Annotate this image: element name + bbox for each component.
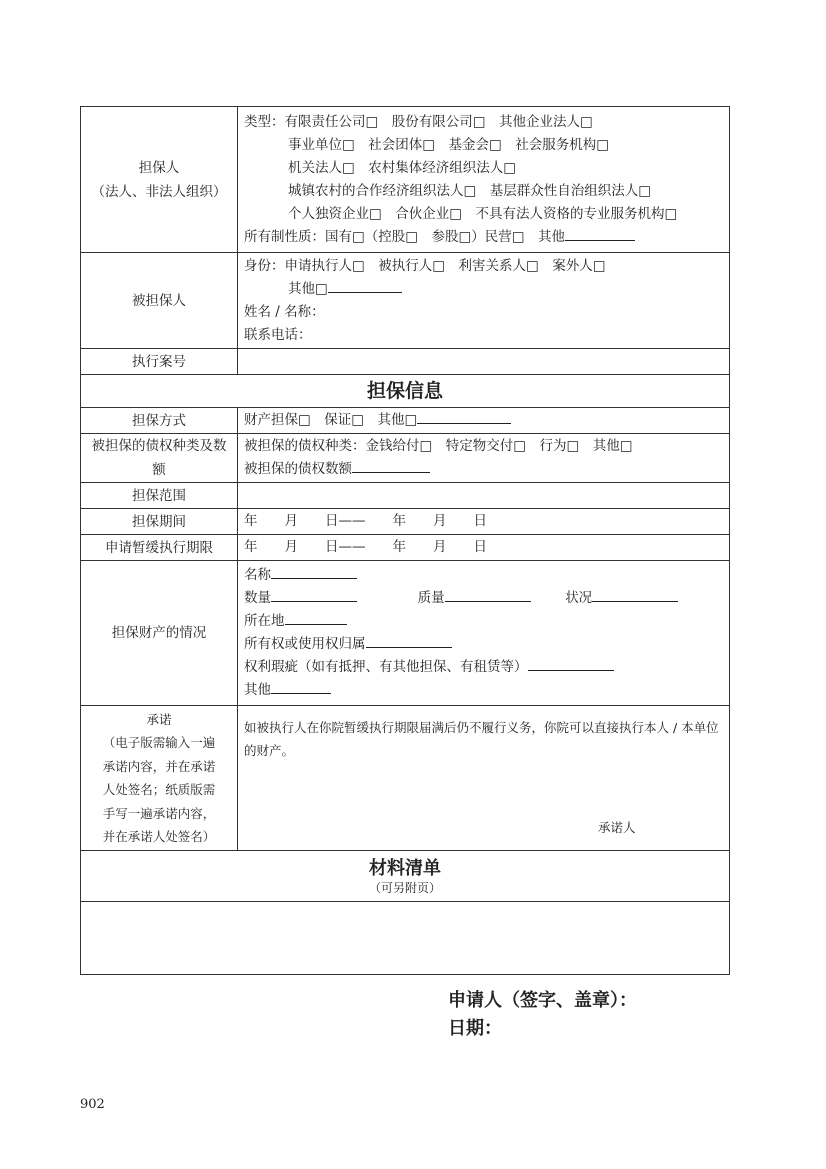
promise-note-4: 手写一遍承诺内容， [102, 805, 216, 821]
property-location-label: 所在地 [244, 613, 285, 629]
materials-body-row [81, 902, 730, 975]
period-dates[interactable]: 年 月 日—— 年 月 日 [238, 509, 730, 535]
scope-field[interactable] [238, 483, 730, 509]
property-defect-blank[interactable] [528, 656, 614, 671]
method-other-blank[interactable] [417, 409, 511, 424]
scope-label: 担保范围 [81, 483, 238, 509]
type-options-5[interactable]: 个人独资企业□ 合伙企业□ 不具有法人资格的专业服务机构□ [288, 205, 678, 222]
promise-label-cell [81, 706, 238, 851]
materials-list-field[interactable] [81, 902, 730, 975]
guaranteed-label: 被担保人 [81, 253, 238, 349]
property-quality-blank[interactable] [445, 587, 531, 602]
property-quantity-label: 数量 [244, 590, 271, 606]
type-options-2[interactable]: 事业单位□ 社会团体□ 基金会□ 社会服务机构□ [288, 136, 610, 153]
property-quality-label: 质量 [417, 590, 445, 606]
suspension-row [81, 535, 730, 561]
case-no-row [81, 349, 730, 375]
promise-row [81, 706, 730, 851]
phone-field[interactable]: 联系电话： [244, 326, 312, 343]
type-prefix: 类型： [244, 113, 285, 130]
property-name-label: 名称 [244, 567, 271, 583]
case-no-label: 执行案号 [81, 349, 238, 375]
guaranteed-row [81, 253, 730, 349]
ownership-options[interactable]: 所有制性质：国有□（控股□ 参股□）民营□ 其他 [244, 228, 566, 245]
page-number: 902 [80, 1097, 105, 1112]
guarantor-type-cell [238, 107, 730, 253]
property-other-label: 其他 [244, 682, 271, 698]
property-label: 担保财产的情况 [81, 561, 238, 706]
property-row [81, 561, 730, 706]
signature-block [448, 987, 637, 1043]
property-ownership-label: 所有权或使用权归属 [244, 636, 366, 652]
period-row [81, 509, 730, 535]
suspension-dates[interactable]: 年 月 日—— 年 月 日 [238, 535, 730, 561]
identity-other-blank[interactable] [328, 278, 402, 293]
guarantee-info-heading-row [81, 375, 730, 408]
materials-heading-row [81, 851, 730, 902]
promise-text[interactable]: 如被执行人在你院暂缓执行期限届满后仍不履行义务，你院可以直接执行本人 / 本单位的财产。 [244, 720, 719, 758]
name-field[interactable]: 姓名 / 名称： [244, 303, 325, 320]
case-no-field[interactable] [238, 349, 730, 375]
scope-row [81, 483, 730, 509]
promise-content-cell [238, 706, 730, 851]
promise-note-1: （电子版需输入一遍 [102, 735, 216, 750]
property-ownership-blank[interactable] [366, 633, 452, 648]
property-other-blank[interactable] [271, 679, 331, 694]
claim-amount-label: 被担保的债权数额 [244, 461, 352, 477]
identity-other[interactable]: 其他□ [288, 280, 328, 297]
property-quantity-blank[interactable] [271, 587, 357, 602]
promise-note-2: 承诺内容，并在承诺 [102, 758, 216, 774]
identity-options[interactable]: 身份：申请执行人□ 被执行人□ 利害关系人□ 案外人□ [244, 257, 606, 274]
property-condition-label: 状况 [565, 590, 593, 606]
method-label: 担保方式 [81, 408, 238, 434]
method-options[interactable]: 财产担保□ 保证□ 其他□ [244, 412, 418, 428]
guarantee-info-heading: 担保信息 [81, 375, 730, 408]
guarantor-row [81, 107, 730, 253]
suspension-label: 申请暂缓执行期限 [81, 535, 238, 561]
claim-type-options[interactable]: 被担保的债权种类：金钱给付□ 特定物交付□ 行为□ 其他□ [244, 438, 633, 454]
guarantee-form-table [80, 106, 730, 975]
guarantor-label-cell [81, 107, 238, 253]
applicant-signature-label: 申请人（签字、盖章）： [448, 990, 637, 1011]
property-cell [238, 561, 730, 706]
property-condition-blank[interactable] [592, 587, 678, 602]
ownership-other-blank[interactable] [565, 226, 635, 241]
type-options-4[interactable]: 城镇农村的合作经济组织法人□ 基层群众性自治组织法人□ [288, 182, 652, 199]
claim-label: 被担保的债权种类及数额 [81, 434, 238, 483]
promise-note-3: 人处签名；纸质版需 [102, 782, 216, 797]
claim-amount-blank[interactable] [352, 458, 430, 473]
type-options-3[interactable]: 机关法人□ 农村集体经济组织法人□ [288, 159, 517, 176]
promise-note-5: 并在承诺人处签名） [102, 829, 216, 844]
claim-row [81, 434, 730, 483]
materials-heading-cell [81, 851, 730, 902]
period-label: 担保期间 [81, 509, 238, 535]
method-row [81, 408, 730, 434]
claim-cell [238, 434, 730, 483]
materials-note: （可另附页） [368, 881, 441, 895]
date-label: 日期： [448, 1018, 502, 1039]
guaranteed-info-cell [238, 253, 730, 349]
guarantor-label: 担保人 [138, 159, 180, 176]
type-options-1[interactable]: 有限责任公司□ 股份有限公司□ 其他企业法人□ [284, 113, 593, 130]
promise-signer-label: 承诺人 [598, 820, 636, 835]
guarantor-label-note: （法人、非法人组织） [91, 183, 227, 200]
property-name-blank[interactable] [271, 564, 357, 579]
property-location-blank[interactable] [285, 610, 347, 625]
materials-title: 材料清单 [369, 858, 441, 879]
promise-label: 承诺 [146, 711, 172, 727]
property-defect-label: 权利瑕疵（如有抵押、有其他担保、有租赁等） [244, 659, 528, 675]
